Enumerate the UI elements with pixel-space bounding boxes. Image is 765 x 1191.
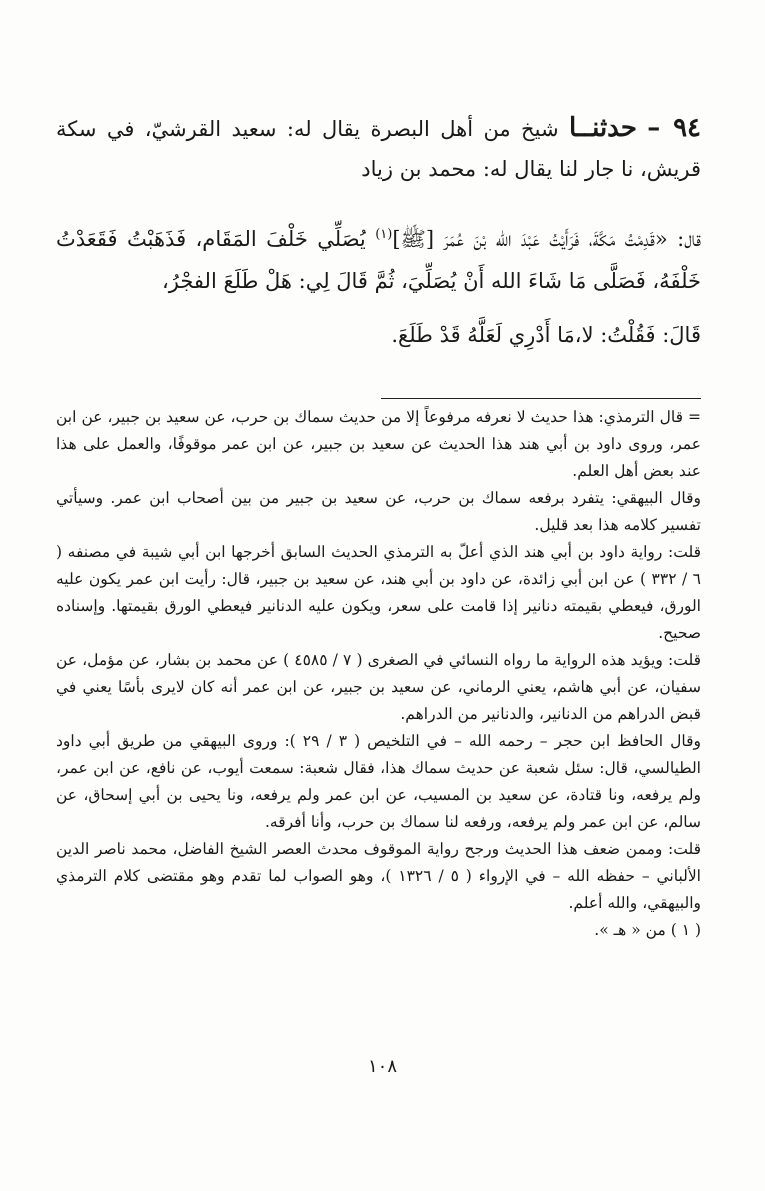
footnote-marker: (١) [375,227,393,242]
hadith-paragraph-1 [56,214,701,302]
note-paragraph: = قال الترمذي: هذا حديث لا نعرفه مرفوعاً إلا من حديث سماك بن حرب، عن سعيد بن جبير، عن ابن عمر، وروى داود بن أبي هند هذا الحديث عن سعيد بن جبير، عن ابن عمر موقوفًا، والعمل على هذا عند بعض أهل العلم. [56,408,701,480]
hadith-number: ٩٤ – [647,113,701,143]
hadith-paragraph-2: قَالَ: فَقُلْتُ: لا،مَا أَدْرِي لَعَلَّهُ قَدْ طَلَعَ. [391,323,701,347]
note-paragraph: وقال البيهقي: يتفرد برفعه سماك بن حرب، عن سعيد بن جبير من بين أصحاب ابن عمر. وسيأتي تفسير كلامه هذا بعد قليل. [56,489,701,534]
hadith-heading [56,108,701,189]
note-paragraph: قلت: ويؤيد هذه الرواية ما رواه النسائي في الصغرى ( ٧ / ٤٥٨٥ ) عن محمد بن بشار، عن مؤمل، عن سفيان، عن أبي هاشم، يعني الرماني، عن سعيد بن جبير، عن ابن عمر أنه كان لايرى بأسًا يعني في قبض الدراهم من الدنانير، والدنانير من الدراهم. [56,651,701,723]
page-number: ١٠٨ [367,1056,397,1077]
hadith-text-part-b: يُصَلِّي خَلْفَ المَقَام، فَذَهَبْتُ فَقَعَدْتُ خَلْفَهُ، فَصَلَّى مَا شَاءَ الله أَنْ يُصَلِّيَ، ثُمَّ قَالَ لِي: هَلْ طَلَعَ الفجْرُ، [56,227,701,293]
footnote-divider [381,398,701,399]
note-paragraph: وقال الحافظ ابن حجر – رحمه الله – في التلخيص ( ٣ / ٢٩ ): وروى البيهقي من طريق أبي داود الطيالسي، قال: سئل شعبة عن حديث سماك هذا، فقال شعبة: سمعت أيوب، عن نافع، عن ابن عمر، ولم يرفعه، ونا قتادة، عن سعيد بن المسيب، عن ابن عمر ولم يرفعه، ونا يحيى بن أبي إسحاق، عن سالم، عن ابن عمر ولم يرفعه، ورفعه لنا سماك بن حرب، وأنا أفرقه. [56,732,701,831]
hadith-text-part-a: قال: «قَدِمْتُ مَكَّةَ، فَرَأَيْتُ عَبْدَ الله بْنَ عُمَرَ [ﷺ] [392,227,701,251]
note-paragraph: قلت: وممن ضعف هذا الحديث ورجح رواية الموقوف محدث العصر الشيخ الفاضل، محمد ناصر الدين الألباني – حفظه الله – في الإرواء ( ٥ / ١٣٢٦ )، وهو الصواب لما تقدم وهو مقتضى كلام الترمذي والبيهقي، والله أعلم. [56,840,701,912]
note-paragraph: قلت: رواية داود بن أبي هند الذي أعلّ به الترمذي الحديث السابق أخرجها ابن أبي شيبة في مصنفه ( ٦ / ٣٣٢ ) عن ابن أبي زائدة، عن داود بن أبي هند، عن سعيد بن جبير، قال: رأيت ابن عمر يكون عليه الورق، فيعطي بقيمته دنانير إذا قامت على سعر، ويكون عليه الدنانير فيعطي الورق بقيمتها. وإسناده صحيح. [56,543,701,642]
hadith-chain: شيخ من أهل البصرة يقال له: سعيد القرشيّ، في سكة قريش، نا جار لنا يقال له: محمد بن زياد [56,117,701,181]
footnote-1: ( ١ ) من « هـ ». [594,921,701,939]
hadith-keyword: حدثنــا [568,113,637,143]
footnotes [56,404,701,944]
hadith-text [56,214,701,368]
